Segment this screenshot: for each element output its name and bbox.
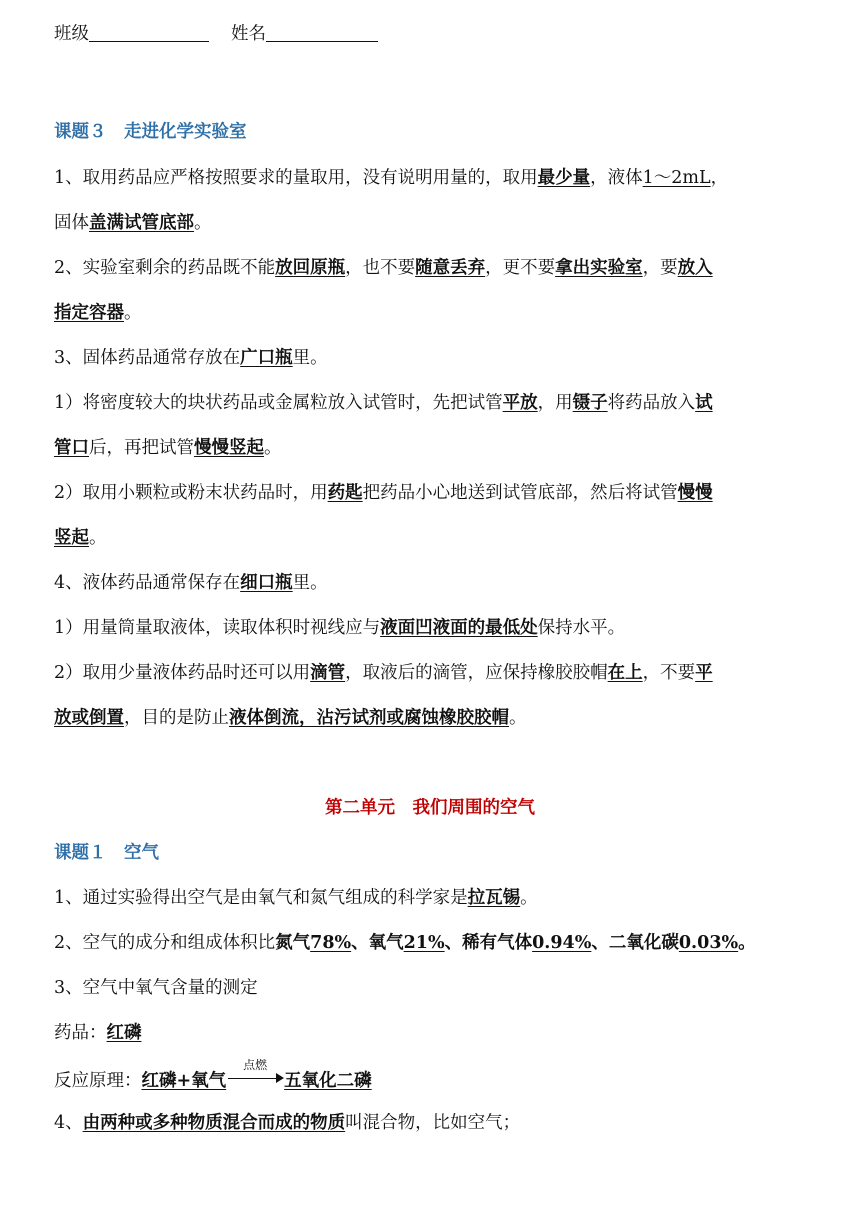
answer-label: 、二氧化碳 bbox=[591, 933, 679, 953]
text: 2、空气的成分和组成体积比 bbox=[54, 933, 276, 953]
answer: 滴管 bbox=[310, 663, 346, 683]
text: 固体 bbox=[54, 213, 89, 233]
para-3-1-line-2 bbox=[54, 436, 814, 460]
drug-line bbox=[54, 1021, 814, 1045]
text: ，要 bbox=[642, 258, 678, 278]
answer: 试 bbox=[695, 393, 713, 413]
text: 。 bbox=[509, 708, 527, 728]
para-4 bbox=[54, 571, 814, 595]
unit-title: 第二单元 我们周围的空气 bbox=[325, 798, 535, 818]
answer: 由两种或多种物质混合而成的物质 bbox=[82, 1113, 346, 1133]
answer: 最少量 bbox=[537, 168, 591, 188]
text: ，液体 bbox=[590, 168, 643, 188]
answer: 0.94% bbox=[532, 933, 592, 953]
text: ， bbox=[710, 168, 729, 188]
answer: 药匙 bbox=[327, 483, 363, 503]
text: 。 bbox=[194, 213, 212, 233]
text: 后，再把试管 bbox=[89, 438, 194, 458]
text: ，不要 bbox=[642, 663, 696, 683]
answer: 0.03% bbox=[678, 933, 739, 953]
name-blank[interactable] bbox=[266, 23, 378, 42]
answer: 广口瓶 bbox=[240, 348, 293, 368]
text: ，用 bbox=[537, 393, 573, 413]
text: 将药品放入 bbox=[607, 393, 696, 413]
answer: 随意丢弃 bbox=[415, 258, 486, 278]
answer: 平放 bbox=[502, 393, 538, 413]
text: 2）取用少量液体药品时还可以用 bbox=[54, 663, 311, 683]
text: 。 bbox=[124, 303, 142, 323]
class-blank[interactable] bbox=[89, 23, 209, 42]
text: 。 bbox=[89, 528, 107, 548]
answer: 指定容器 bbox=[54, 303, 124, 323]
answer: 慢慢 bbox=[677, 483, 713, 503]
text: 1）用量筒量取液体，读取体积时视线应与 bbox=[54, 618, 381, 638]
para-4-2-line-2 bbox=[54, 706, 814, 730]
para-2-line-1 bbox=[54, 256, 814, 280]
answer: 竖起 bbox=[54, 528, 89, 548]
arrow-shaft bbox=[228, 1078, 278, 1079]
answer: 液面凹液面的最低处 bbox=[380, 618, 538, 638]
answer-label: 、稀有气体 bbox=[444, 933, 533, 953]
para-4-1 bbox=[54, 616, 814, 640]
drug-label: 药品： bbox=[54, 1023, 107, 1043]
reaction-arrow bbox=[226, 1058, 284, 1088]
answer: 1～2mL bbox=[642, 168, 711, 188]
text: 1、通过实验得出空气是由氧气和氮气组成的科学家是 bbox=[54, 888, 468, 908]
para-4-2-line-1 bbox=[54, 661, 814, 685]
section-title-lesson1: 课题１ 空气 bbox=[54, 843, 159, 863]
text: 3、固体药品通常存放在 bbox=[54, 348, 241, 368]
text: ，更不要 bbox=[485, 258, 556, 278]
answer: 78% bbox=[310, 933, 352, 953]
q2 bbox=[54, 931, 814, 955]
answer: 管口 bbox=[54, 438, 89, 458]
text: 2）取用小颗粒或粉末状药品时，用 bbox=[54, 483, 328, 503]
class-label: 班级 bbox=[54, 24, 89, 44]
header-line bbox=[54, 22, 814, 46]
arrow-head-icon bbox=[276, 1073, 284, 1083]
answer-label: 、氧气 bbox=[351, 933, 404, 953]
text: 。 bbox=[520, 888, 538, 908]
answer: 在上 bbox=[607, 663, 643, 683]
para-2-line-2 bbox=[54, 301, 814, 325]
text: 。 bbox=[264, 438, 282, 458]
q4 bbox=[54, 1111, 814, 1135]
reaction-line bbox=[54, 1058, 814, 1093]
text: 4、 bbox=[54, 1113, 83, 1133]
answer: 平 bbox=[695, 663, 713, 683]
para-3-2-line-2 bbox=[54, 526, 814, 550]
para-3 bbox=[54, 346, 814, 370]
answer: 21% bbox=[403, 933, 445, 953]
answer: 镊子 bbox=[572, 393, 608, 413]
para-3-2-line-1 bbox=[54, 481, 814, 505]
product: 五氧化二磷 bbox=[284, 1071, 372, 1091]
answer: 拉瓦锡 bbox=[467, 888, 521, 908]
q1 bbox=[54, 886, 814, 910]
answer: 放或倒置 bbox=[54, 708, 124, 728]
para-1-line-1 bbox=[54, 166, 814, 190]
para-3-1-line-1 bbox=[54, 391, 814, 415]
para-1-line-2 bbox=[54, 211, 814, 235]
q3: 3、空气中氧气含量的测定 bbox=[54, 978, 258, 998]
text: ，也不要 bbox=[345, 258, 416, 278]
text: 里。 bbox=[292, 573, 328, 593]
answer: 液体倒流，沾污试剂或腐蚀橡胶胶帽 bbox=[229, 708, 509, 728]
answer: 盖满试管底部 bbox=[89, 213, 194, 233]
answer-label: 氮气 bbox=[275, 933, 311, 953]
reactants: 红磷+氧气 bbox=[141, 1071, 227, 1091]
answer: 放回原瓶 bbox=[275, 258, 346, 278]
text: 2、实验室剩余的药品既不能 bbox=[54, 258, 276, 278]
text: 4、液体药品通常保存在 bbox=[54, 573, 241, 593]
text: 保持水平。 bbox=[537, 618, 626, 638]
answer: 慢慢竖起 bbox=[194, 438, 264, 458]
answer: 拿出实验室 bbox=[555, 258, 643, 278]
text: 1、取用药品应严格按照要求的量取用，没有说明用量的，取用 bbox=[54, 168, 538, 188]
text: 。 bbox=[738, 933, 756, 953]
text: 叫混合物，比如空气； bbox=[345, 1113, 521, 1133]
answer: 细口瓶 bbox=[240, 573, 293, 593]
text: 把药品小心地送到试管底部，然后将试管 bbox=[362, 483, 678, 503]
text: 1）将密度较大的块状药品或金属粒放入试管时，先把试管 bbox=[54, 393, 503, 413]
answer: 放入 bbox=[677, 258, 713, 278]
section-title-lesson3: 课题３ 走进化学实验室 bbox=[54, 122, 247, 142]
reaction-condition: 点燃 bbox=[243, 1058, 268, 1072]
text: ，取液后的滴管，应保持橡胶胶帽 bbox=[345, 663, 608, 683]
text: 里。 bbox=[292, 348, 328, 368]
drug-value: 红磷 bbox=[106, 1023, 142, 1043]
text: ，目的是防止 bbox=[124, 708, 229, 728]
name-label: 姓名 bbox=[231, 24, 266, 44]
reaction-label: 反应原理： bbox=[54, 1071, 142, 1091]
